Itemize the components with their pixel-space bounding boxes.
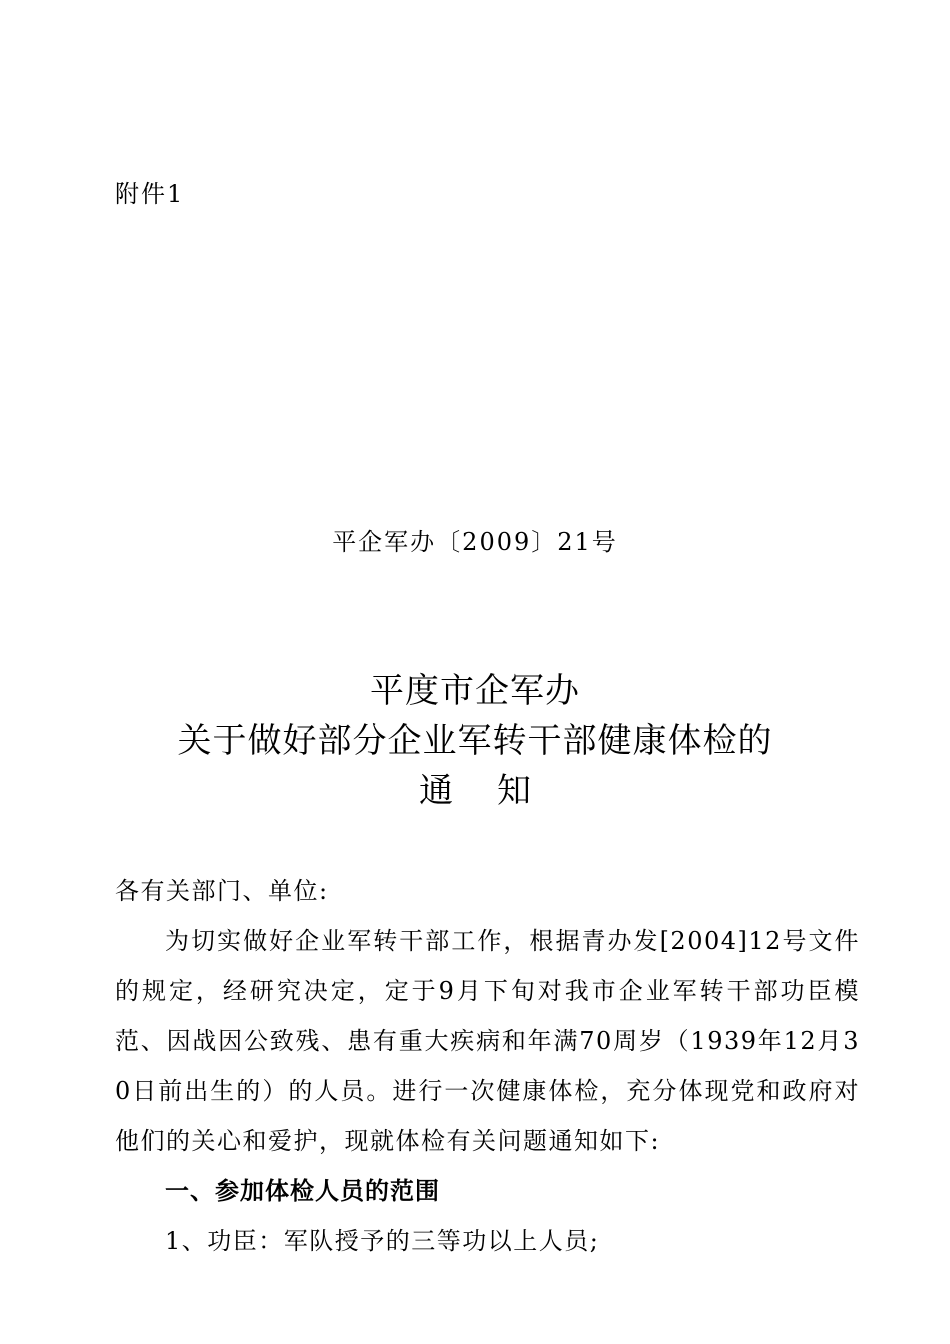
title-line-notice: 通知 bbox=[419, 771, 575, 811]
title-line-subject: 关于做好部分企业军转干部健康体检的 bbox=[177, 721, 773, 761]
title-line-issuer: 平度市企军办 bbox=[370, 671, 580, 711]
salutation: 各有关部门、单位: bbox=[115, 877, 329, 905]
list-item: 1、功臣：军队授予的三等功以上人员; bbox=[165, 1227, 600, 1255]
section-heading-scope: 一、参加体检人员的范围 bbox=[165, 1177, 440, 1205]
intro-paragraph: 为切实做好企业军转干部工作，根据青办发[2004]12号文件的规定，经研究决定，定于9月下旬对我市企业军转干部功臣模范、因战因公致残、患有重大疾病和年满70周岁（1939年12月30日前出生的）的人员。进行一次健康体检，充分体现党和政府对他们的关心和爱护，现就体检有关问题通知如下: bbox=[115, 927, 860, 1155]
attachment-label: 附件1 bbox=[115, 180, 185, 208]
document-number: 平企军办〔2009〕21号 bbox=[332, 528, 618, 556]
